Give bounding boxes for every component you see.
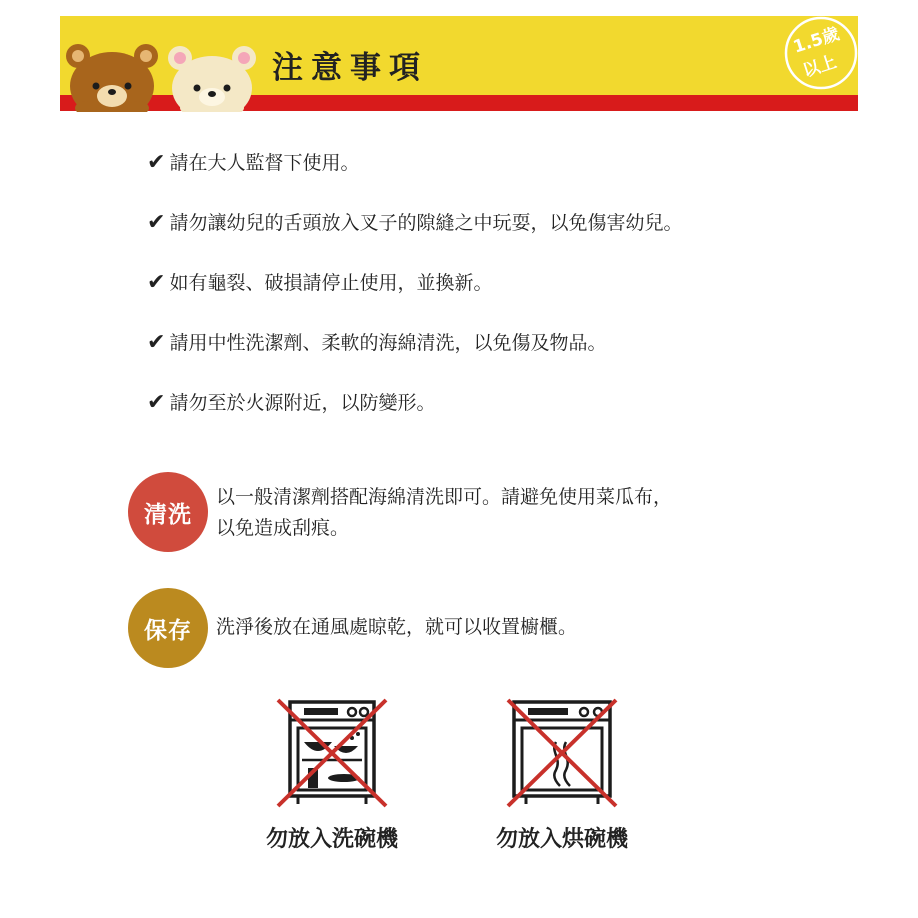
wash-text [216, 482, 672, 544]
bears-icon [64, 40, 264, 112]
white-bear-icon [168, 46, 256, 112]
note-text: 請勿至於火源附近，以防變形。 [169, 392, 436, 414]
dish-dryer-crossed-icon [504, 698, 620, 808]
header-banner [60, 16, 858, 112]
list-item [147, 152, 682, 212]
wash-text-line1: 以一般清潔劑搭配海綿清洗即可。請避免使用菜瓜布， [216, 486, 673, 508]
note-text: 請在大人監督下使用。 [169, 152, 360, 174]
age-badge-line2: 以上 [800, 52, 840, 82]
check-icon: ✔ [147, 210, 166, 235]
note-text: 如有龜裂、破損請停止使用，並換新。 [169, 272, 493, 294]
dish-dryer-warning-label: 勿放入烘碗機 [495, 827, 628, 852]
check-icon: ✔ [147, 390, 166, 415]
wash-badge: 清洗 [128, 472, 208, 552]
banner-title: 注意事項 [272, 50, 428, 86]
list-item [147, 212, 682, 272]
age-badge [784, 16, 858, 94]
check-icon: ✔ [147, 150, 166, 175]
brown-bear-icon [66, 44, 158, 112]
note-text: 請用中性洗潔劑、柔軟的海綿清洗，以免傷及物品。 [169, 332, 607, 354]
age-badge-line1: 1.5歲 [790, 24, 842, 58]
storage-badge: 保存 [128, 588, 208, 668]
dishwasher-crossed-icon [274, 698, 390, 808]
wash-text-line2: 以免造成刮痕。 [216, 517, 350, 539]
note-text: 請勿讓幼兒的舌頭放入叉子的隙縫之中玩耍，以免傷害幼兒。 [169, 212, 683, 234]
check-icon: ✔ [147, 270, 166, 295]
storage-text-line1: 洗淨後放在通風處晾乾，就可以收置櫥櫃。 [216, 616, 578, 638]
list-item [147, 272, 682, 332]
check-icon: ✔ [147, 330, 166, 355]
dishwasher-warning-label: 勿放入洗碗機 [265, 827, 398, 852]
list-item [147, 392, 682, 452]
no-dish-dryer-warning [482, 698, 642, 853]
storage-text [216, 612, 577, 643]
list-item [147, 332, 682, 392]
notes-list [147, 152, 682, 452]
no-dishwasher-warning [252, 698, 412, 853]
